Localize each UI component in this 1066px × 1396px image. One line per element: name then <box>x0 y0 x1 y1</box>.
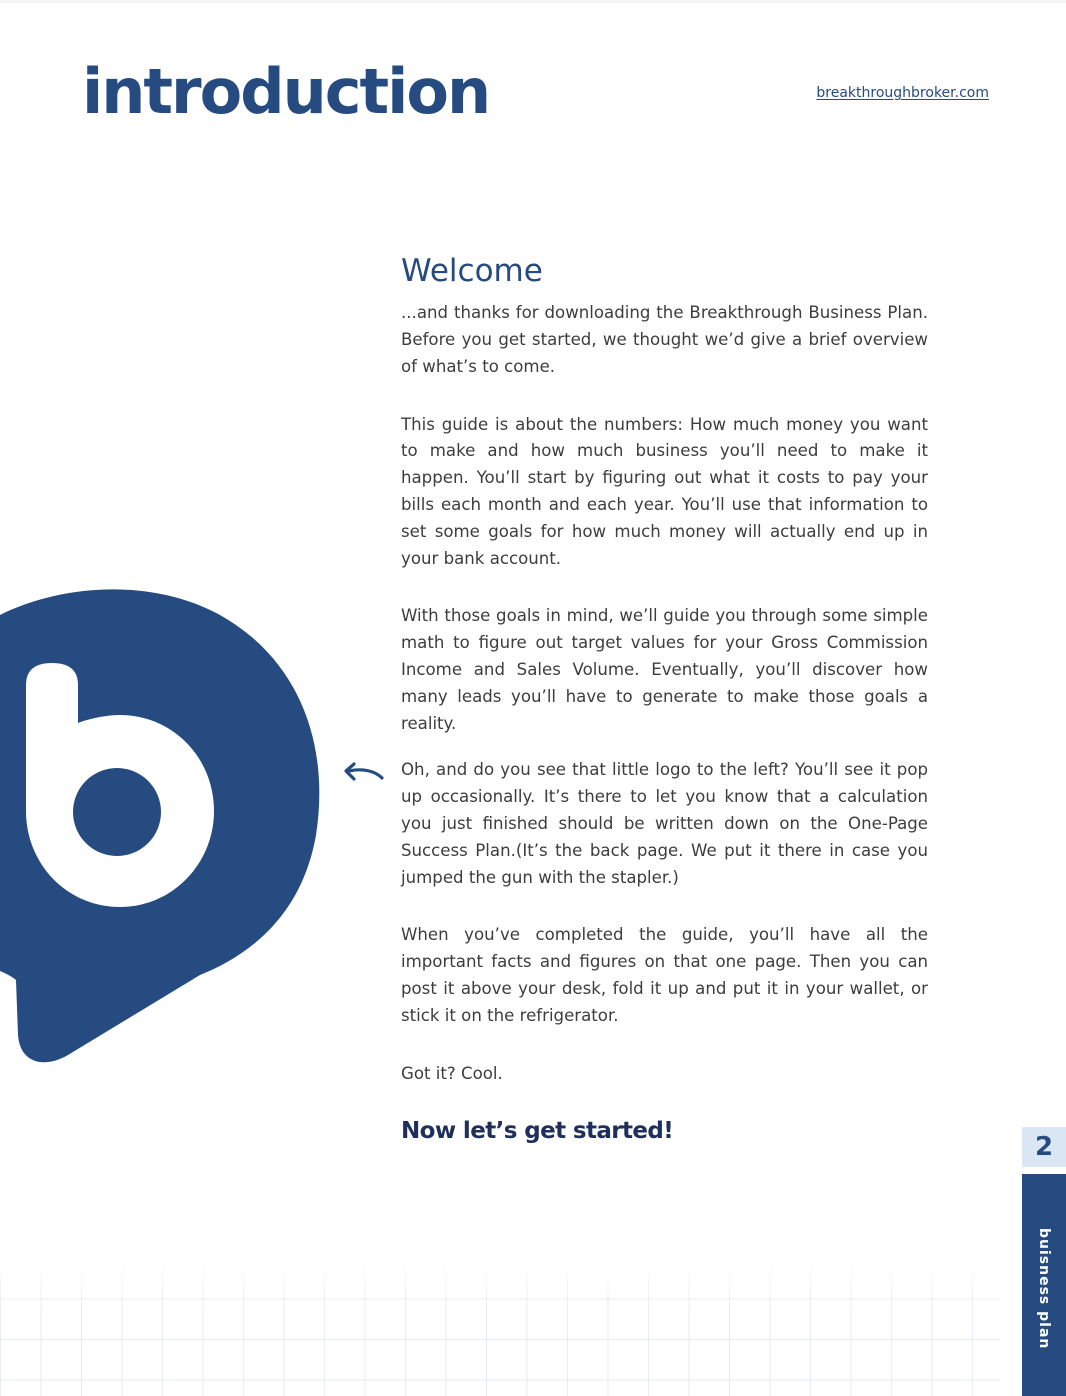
background-grid <box>0 1258 1000 1396</box>
numbers-paragraph: This guide is about the numbers: How much money you want to make and how much business you’ll need to make it happen. You’ll start by figuring out what it costs to pay your bills each month and each year. You’ll use that information to set some goals for how much money will actually end up in your bank account. <box>401 414 928 568</box>
side-tab-label: buisness plan <box>1036 1228 1052 1350</box>
page-title: introduction <box>82 55 490 128</box>
welcome-heading: Welcome <box>401 253 543 289</box>
b-logo-speech-bubble-icon <box>0 585 330 1075</box>
get-started-callout: Now let’s get started! <box>401 1118 674 1145</box>
b-letter-counter <box>73 768 161 856</box>
main-content <box>401 253 928 1144</box>
goals-paragraph: With those goals in mind, we’ll guide you through some simple math to figure out target values for your Gross Commission Income and Sales Volume. Eventually, you’ll discover how many leads you’ll have to generate to make those goals a reality. <box>401 606 928 733</box>
top-divider <box>0 0 1066 3</box>
got-it-line: Got it? Cool. <box>401 1063 503 1083</box>
completion-paragraph: When you’ve completed the guide, you’ll have all the important facts and figures on that one page. Then you can post it above your desk, fold it up and put it in your wallet, or stick it on the refrigerator. <box>401 925 928 1025</box>
logo-note-paragraph: Oh, and do you see that little logo to the left? You’ll see it pop up occasionally. It’s there to let you know that a calculation you just finished should be written down on the One-Page Success Plan.(It’s the back page. We put it there in case you jumped the gun with the stapler.) <box>401 760 928 887</box>
section-side-tab <box>1022 1174 1066 1396</box>
curved-arrow-left-icon <box>341 761 385 785</box>
page-number: 2 <box>1022 1127 1066 1167</box>
website-link[interactable]: breakthroughbroker.com <box>816 85 989 101</box>
intro-paragraph: ...and thanks for downloading the Breakthrough Business Plan. Before you get started, we thought we’d give a brief overview of what’s to come. <box>401 303 928 376</box>
